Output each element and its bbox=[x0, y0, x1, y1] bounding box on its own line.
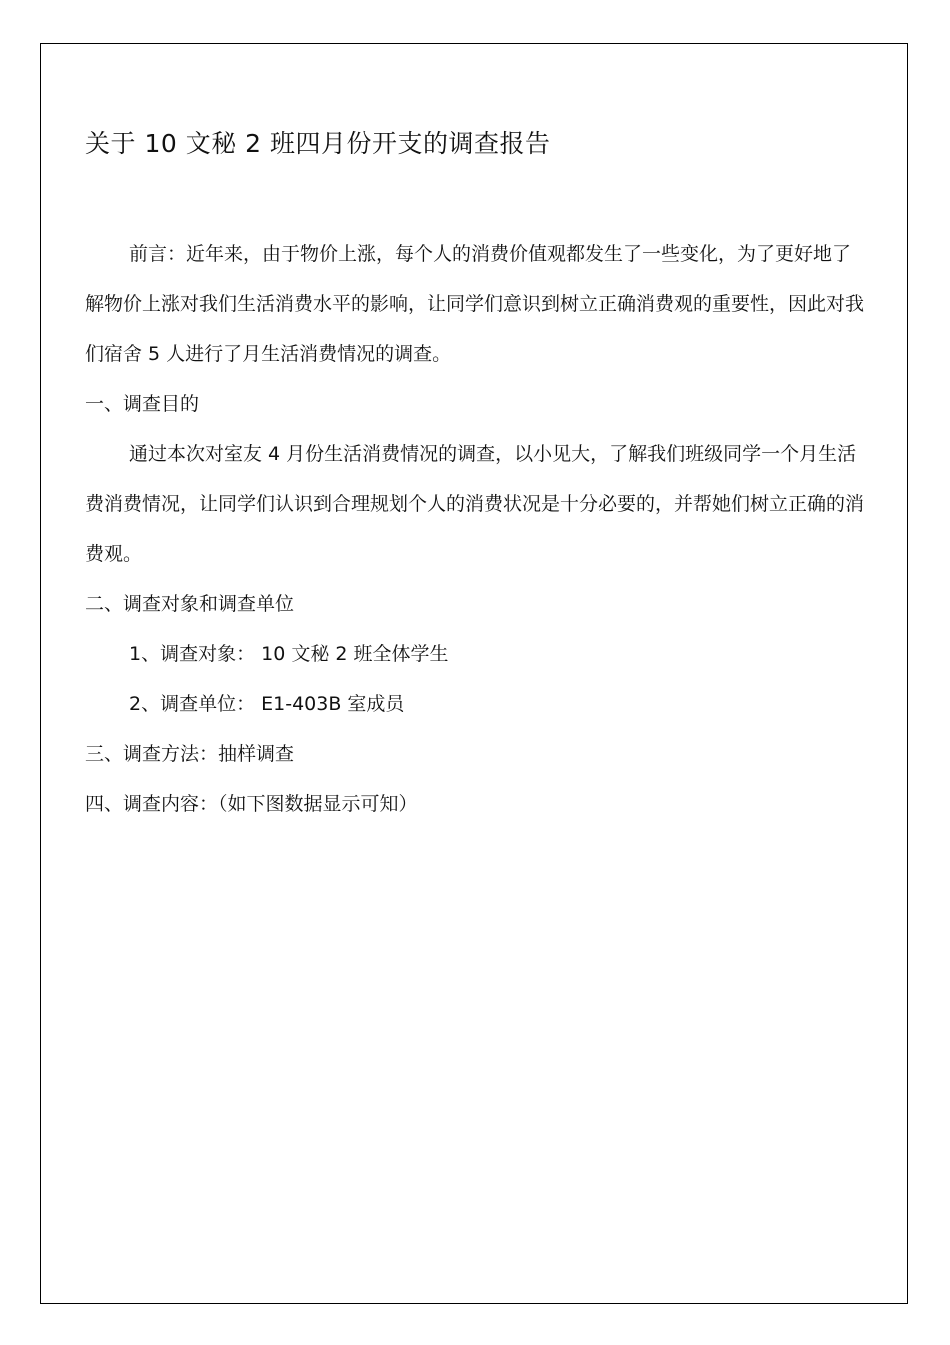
section-2-heading: 二、调查对象和调查单位 bbox=[85, 593, 295, 615]
section-2-item-2: 2、调查单位： E1-403B 室成员 bbox=[129, 693, 405, 715]
page-frame bbox=[40, 43, 908, 1304]
preface-paragraph: 前言：近年来，由于物价上涨，每个人的消费价值观都发生了一些变化，为了更好地了解物价上涨对我们生活消费水平的影响，让同学们意识到树立正确消费观的重要性，因此对我们宿舍 5 人进行了月生活消费情况的调查。 bbox=[85, 243, 865, 365]
document-title: 关于 10 文秘 2 班四月份开支的调查报告 bbox=[85, 129, 551, 158]
section-1-body: 通过本次对室友 4 月份生活消费情况的调查，以小见大，了解我们班级同学一个月生活费消费情况，让同学们认识到合理规划个人的消费状况是十分必要的，并帮她们树立正确的消费观。 bbox=[85, 443, 865, 565]
section-3-heading: 三、调查方法：抽样调查 bbox=[85, 743, 295, 765]
section-1-heading: 一、调查目的 bbox=[85, 393, 200, 415]
section-2-item-1: 1、调查对象： 10 文秘 2 班全体学生 bbox=[129, 643, 449, 665]
document-body bbox=[85, 124, 865, 829]
section-4-heading: 四、调查内容：（如下图数据显示可知） bbox=[85, 793, 418, 815]
spacer bbox=[85, 164, 865, 229]
